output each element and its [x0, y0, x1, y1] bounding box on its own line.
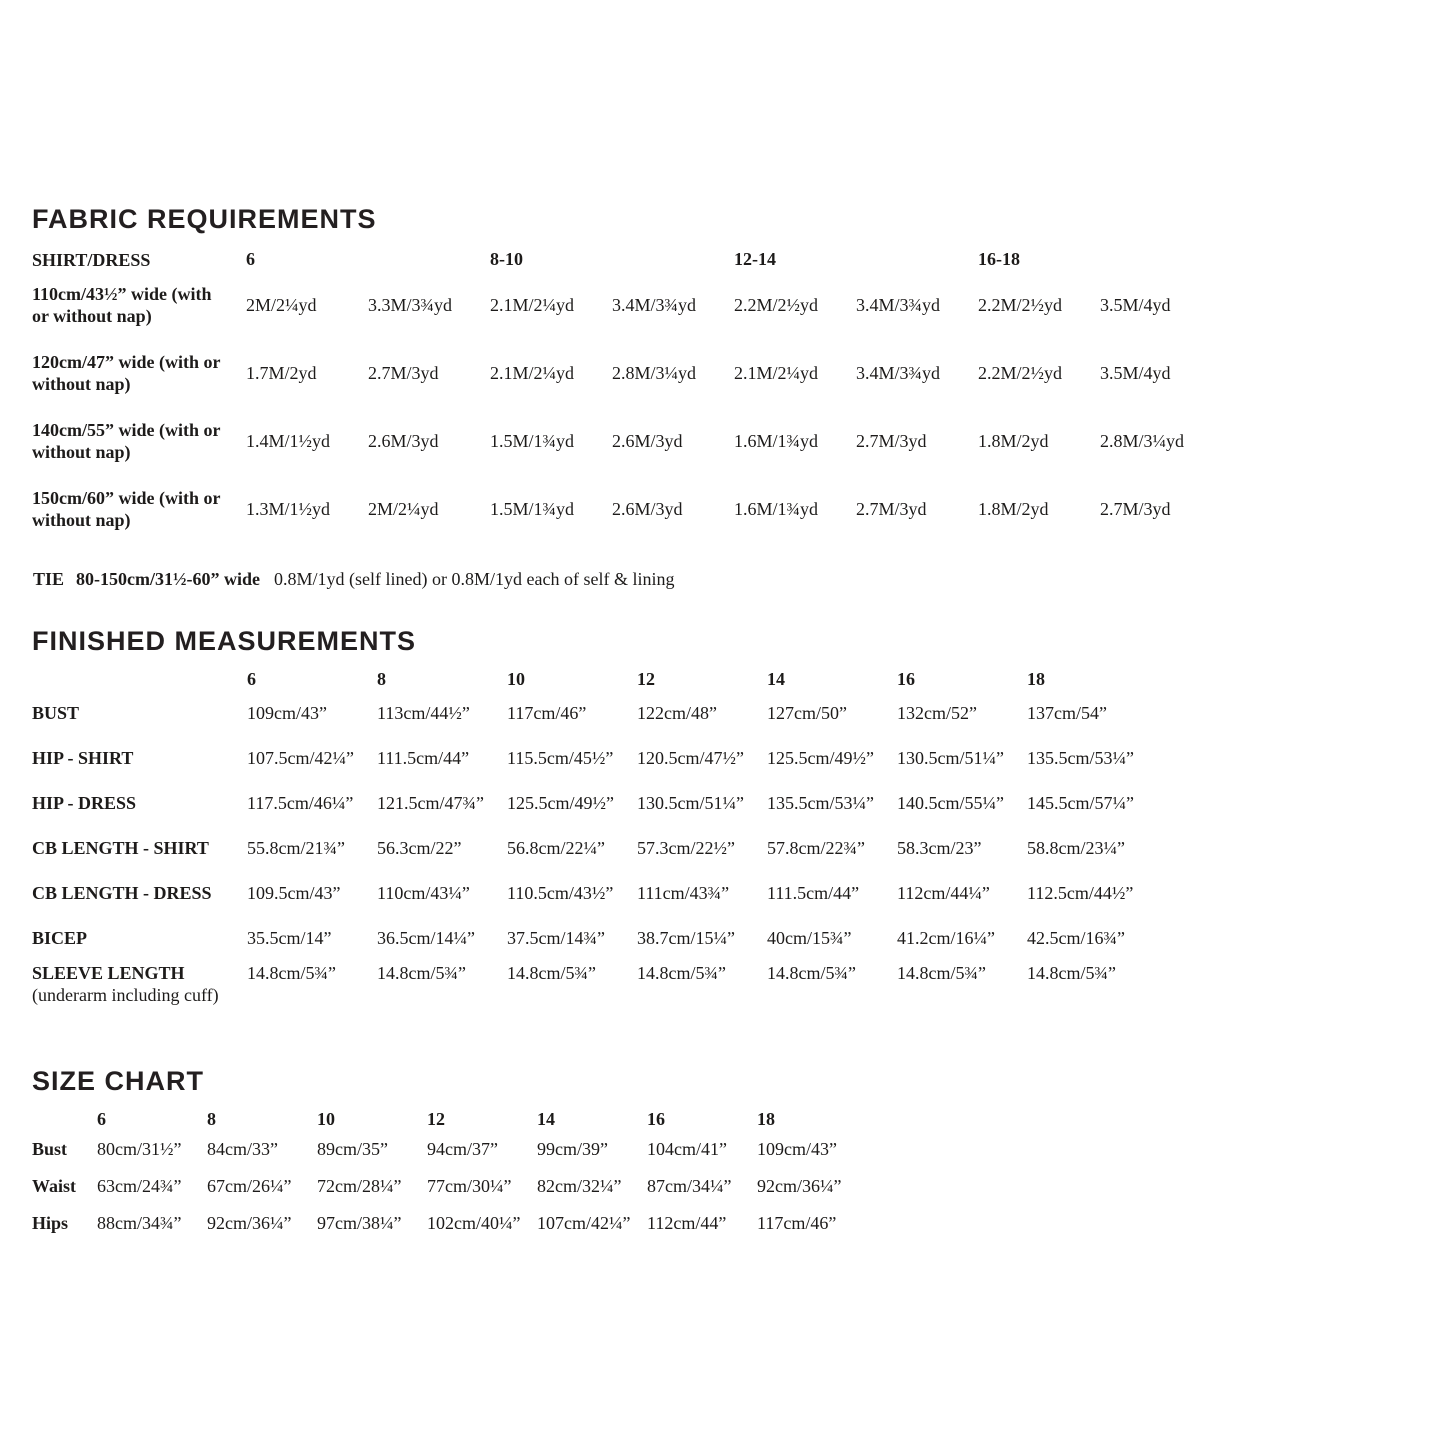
tie-requirement-text: 0.8M/1yd (self lined) or 0.8M/1yd each of self & lining: [274, 569, 675, 589]
size-value: 92cm/36¼”: [207, 1213, 292, 1233]
measurement-value: 14.8cm/5¾”: [1027, 963, 1116, 983]
fabric-value: 2.1M/2¼yd: [490, 362, 575, 383]
size-value: 112cm/44”: [647, 1213, 727, 1233]
fabric-row-140cm: [32, 407, 1445, 475]
tie-width-label: 80-150cm/31½-60” wide: [76, 569, 261, 589]
measurement-value: 113cm/44½”: [377, 703, 470, 723]
fabric-value: 2.7M/3yd: [368, 362, 439, 383]
fabric-width-label: 150cm/60” wide (with or without nap): [32, 487, 221, 530]
fabric-width-label: 110cm/43½” wide (with or without nap): [32, 283, 212, 326]
size-value: 77cm/30¼”: [427, 1176, 512, 1196]
size-header-10: 10: [507, 669, 525, 689]
fabric-value: 1.5M/1¾yd: [490, 498, 575, 519]
fabric-value: 2.2M/2½yd: [734, 294, 819, 315]
finished-measurements-title: FINISHED MEASUREMENTS: [32, 626, 417, 656]
fabric-value: 1.6M/1¾yd: [734, 430, 819, 451]
size-value: 84cm/33”: [207, 1139, 278, 1159]
measurement-label: HIP - SHIRT: [32, 747, 134, 768]
measurement-row-hip-dress: [32, 781, 1445, 826]
size-value: 102cm/40¼”: [427, 1213, 521, 1233]
size-header-6: 6: [97, 1109, 106, 1129]
fabric-value: 2M/2¼yd: [246, 294, 317, 315]
measurement-value: 110cm/43¼”: [377, 883, 470, 903]
size-header-14: 14: [767, 669, 785, 689]
size-value: 63cm/24¾”: [97, 1176, 182, 1196]
size-header-18: 18: [1027, 669, 1045, 689]
size-header-14: 14: [537, 1109, 555, 1129]
measurement-value: 121.5cm/47¾”: [377, 793, 484, 813]
fabric-size-group-16-18: 16-18: [978, 249, 1020, 269]
measurement-row-bicep: [32, 916, 1445, 961]
size-header-6: 6: [247, 669, 256, 689]
measurement-value: 112.5cm/44½”: [1027, 883, 1134, 903]
size-value: 67cm/26¼”: [207, 1176, 292, 1196]
fabric-value: 1.5M/1¾yd: [490, 430, 575, 451]
measurement-value: 14.8cm/5¾”: [637, 963, 726, 983]
measurement-value: 130.5cm/51¼”: [637, 793, 744, 813]
fabric-value: 2.2M/2½yd: [978, 294, 1063, 315]
size-value: 94cm/37”: [427, 1139, 498, 1159]
fabric-value: 2.1M/2¼yd: [490, 294, 575, 315]
fabric-row-150cm: [32, 475, 1445, 543]
fabric-value: 3.3M/3¾yd: [368, 294, 453, 315]
fabric-value: 2.6M/3yd: [612, 498, 683, 519]
size-row-label: Bust: [32, 1139, 68, 1159]
fabric-value: 2M/2¼yd: [368, 498, 439, 519]
size-value: 107cm/42¼”: [537, 1213, 631, 1233]
measurement-label: BICEP: [32, 927, 88, 948]
fabric-width-label: 140cm/55” wide (with or without nap): [32, 419, 221, 462]
fabric-value: 1.6M/1¾yd: [734, 498, 819, 519]
measurement-value: 120.5cm/47½”: [637, 748, 744, 768]
size-value: 89cm/35”: [317, 1139, 388, 1159]
fabric-value: 3.4M/3¾yd: [612, 294, 697, 315]
size-chart-section: [32, 1065, 1445, 1242]
measurement-value: 122cm/48”: [637, 703, 717, 723]
size-value: 109cm/43”: [757, 1139, 837, 1159]
size-row-hips: [32, 1205, 1445, 1242]
measurement-value: 14.8cm/5¾”: [507, 963, 596, 983]
measurement-value: 111cm/43¾”: [637, 883, 730, 903]
tie-label: TIE: [33, 569, 65, 589]
fabric-value: 2.8M/3¼yd: [612, 362, 697, 383]
measurement-value: 14.8cm/5¾”: [247, 963, 336, 983]
measurement-value: 14.8cm/5¾”: [377, 963, 466, 983]
measurement-value: 135.5cm/53¼”: [1027, 748, 1134, 768]
measurement-value: 107.5cm/42¼”: [247, 748, 354, 768]
measurement-label: [32, 963, 247, 1006]
measurement-value: 112cm/44¼”: [897, 883, 990, 903]
size-chart-title: SIZE CHART: [32, 1066, 204, 1096]
fabric-value: 2.6M/3yd: [612, 430, 683, 451]
fabric-row-120cm: [32, 339, 1445, 407]
size-value: 88cm/34¾”: [97, 1213, 182, 1233]
tie-requirement-row: [32, 569, 1445, 591]
size-row-bust: [32, 1131, 1445, 1168]
measurements-header-row: [32, 669, 1445, 691]
fabric-header-row: [32, 249, 1445, 271]
size-row-label: Hips: [32, 1213, 69, 1233]
size-value: 72cm/28¼”: [317, 1176, 402, 1196]
header-spacer: [32, 1109, 97, 1131]
fabric-value: 2.8M/3¼yd: [1100, 430, 1185, 451]
fabric-value: 1.8M/2yd: [978, 430, 1049, 451]
fabric-requirements-section: [32, 0, 1445, 591]
measurement-value: 42.5cm/16¾”: [1027, 928, 1125, 948]
size-row-label: Waist: [32, 1176, 77, 1196]
fabric-value: 2.1M/2¼yd: [734, 362, 819, 383]
measurement-value: 14.8cm/5¾”: [767, 963, 856, 983]
fabric-size-group-6: 6: [246, 249, 255, 269]
fabric-row-header: SHIRT/DRESS: [32, 250, 151, 270]
fabric-value: 1.3M/1½yd: [246, 498, 331, 519]
fabric-value: 3.4M/3¾yd: [856, 362, 941, 383]
measurement-value: 56.3cm/22”: [377, 838, 462, 858]
measurement-value: 111.5cm/44”: [767, 883, 860, 903]
fabric-value: 2.2M/2½yd: [978, 362, 1063, 383]
measurement-value: 127cm/50”: [767, 703, 847, 723]
measurement-value: 55.8cm/21¾”: [247, 838, 345, 858]
measurement-value: 130.5cm/51¼”: [897, 748, 1004, 768]
measurement-row-bust: [32, 691, 1445, 736]
fabric-value: 2.6M/3yd: [368, 430, 439, 451]
measurement-value: 41.2cm/16¼”: [897, 928, 995, 948]
measurement-row-hip-shirt: [32, 736, 1445, 781]
measurement-value: 145.5cm/57¼”: [1027, 793, 1134, 813]
fabric-width-label: 120cm/47” wide (with or without nap): [32, 351, 221, 394]
size-value: 104cm/41”: [647, 1139, 727, 1159]
fabric-size-group-8-10: 8-10: [490, 249, 523, 269]
fabric-value: 2.7M/3yd: [856, 430, 927, 451]
measurement-value: 117.5cm/46¼”: [247, 793, 354, 813]
size-value: 97cm/38¼”: [317, 1213, 402, 1233]
measurement-label: CB LENGTH - SHIRT: [32, 837, 209, 858]
size-header-12: 12: [637, 669, 655, 689]
measurement-value: 35.5cm/14”: [247, 928, 332, 948]
measurement-value: 58.3cm/23”: [897, 838, 982, 858]
size-header-10: 10: [317, 1109, 335, 1129]
measurement-value: 56.8cm/22¼”: [507, 838, 605, 858]
fabric-size-group-12-14: 12-14: [734, 249, 776, 269]
size-value: 99cm/39”: [537, 1139, 608, 1159]
measurement-label: BUST: [32, 702, 80, 723]
fabric-value: 3.5M/4yd: [1100, 294, 1171, 315]
size-header-8: 8: [207, 1109, 216, 1129]
measurement-value: 110.5cm/43½”: [507, 883, 614, 903]
size-header-18: 18: [757, 1109, 775, 1129]
measurement-value: 14.8cm/5¾”: [897, 963, 986, 983]
measurement-row-sleeve-length: [32, 961, 1445, 1019]
measurement-value: 36.5cm/14¼”: [377, 928, 475, 948]
fabric-value: 1.7M/2yd: [246, 362, 317, 383]
measurement-value: 125.5cm/49½”: [767, 748, 874, 768]
measurement-value: 109.5cm/43”: [247, 883, 341, 903]
measurement-value: 58.8cm/23¼”: [1027, 838, 1125, 858]
measurement-value: 111.5cm/44”: [377, 748, 470, 768]
finished-measurements-section: [32, 625, 1445, 1019]
fabric-value: 3.5M/4yd: [1100, 362, 1171, 383]
sleeve-length-label: SLEEVE LENGTH: [32, 963, 185, 983]
measurement-value: 125.5cm/49½”: [507, 793, 614, 813]
header-spacer: [32, 669, 247, 691]
fabric-value: 1.8M/2yd: [978, 498, 1049, 519]
measurement-value: 115.5cm/45½”: [507, 748, 614, 768]
fabric-value: 1.4M/1½yd: [246, 430, 331, 451]
size-header-8: 8: [377, 669, 386, 689]
measurement-value: 132cm/52”: [897, 703, 977, 723]
measurement-value: 135.5cm/53¼”: [767, 793, 874, 813]
measurement-value: 140.5cm/55¼”: [897, 793, 1004, 813]
measurement-label: CB LENGTH - DRESS: [32, 882, 212, 903]
fabric-value: 3.4M/3¾yd: [856, 294, 941, 315]
measurement-value: 57.8cm/22¾”: [767, 838, 865, 858]
fabric-value: 2.7M/3yd: [1100, 498, 1171, 519]
fabric-value: 2.7M/3yd: [856, 498, 927, 519]
measurement-value: 38.7cm/15¼”: [637, 928, 735, 948]
measurement-value: 57.3cm/22½”: [637, 838, 735, 858]
measurement-value: 40cm/15¾”: [767, 928, 852, 948]
measurement-row-cb-length-dress: [32, 871, 1445, 916]
size-chart-header-row: [32, 1109, 1445, 1131]
size-header-12: 12: [427, 1109, 445, 1129]
measurement-value: 117cm/46”: [507, 703, 587, 723]
size-value: 80cm/31½”: [97, 1139, 182, 1159]
measurement-value: 109cm/43”: [247, 703, 327, 723]
size-header-16: 16: [647, 1109, 665, 1129]
size-header-16: 16: [897, 669, 915, 689]
measurement-row-cb-length-shirt: [32, 826, 1445, 871]
size-value: 92cm/36¼”: [757, 1176, 842, 1196]
size-value: 117cm/46”: [757, 1213, 837, 1233]
fabric-row-110cm: [32, 271, 1445, 339]
size-value: 82cm/32¼”: [537, 1176, 622, 1196]
size-row-waist: [32, 1168, 1445, 1205]
size-value: 87cm/34¼”: [647, 1176, 732, 1196]
measurement-value: 137cm/54”: [1027, 703, 1107, 723]
fabric-requirements-title: FABRIC REQUIREMENTS: [32, 204, 377, 234]
sleeve-length-sublabel: (underarm including cuff): [32, 984, 219, 1005]
measurement-value: 37.5cm/14¾”: [507, 928, 605, 948]
measurement-label: HIP - DRESS: [32, 792, 137, 813]
